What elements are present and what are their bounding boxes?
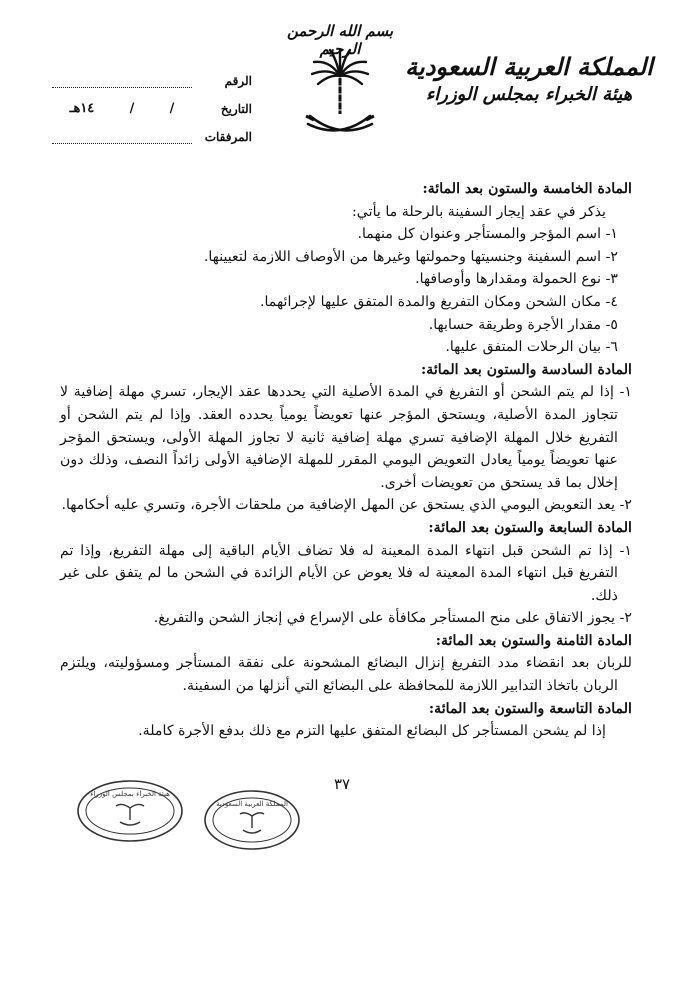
- article-heading: المادة الخامسة والستون بعد المائة:: [422, 181, 632, 197]
- reference-label: الرقم: [224, 74, 252, 88]
- article-intro: يذكر في عقد إيجار السفينة بالرحلة ما يأتي:: [352, 203, 606, 220]
- authority-seal-icon: [75, 778, 185, 844]
- country-name: المملكة العربية السعودية: [405, 52, 653, 81]
- authority-name: هيئة الخبراء بمجلس الوزراء: [425, 84, 633, 105]
- list-item: ٦- بيان الرحلات المتفق عليها.: [445, 339, 618, 356]
- article-heading: المادة السادسة والستون بعد المائة:: [421, 361, 632, 378]
- article-heading: المادة التاسعة والستون بعد المائة:: [428, 700, 632, 717]
- list-item: ٢- اسم السفينة وجنسيتها وحمولتها وغيرها من الأوصاف اللازمة لتعيينها.: [203, 248, 618, 265]
- seal-text: هيئة الخبراء بمجلس الوزراء: [90, 790, 170, 798]
- article-text: إذا لم يشحن المستأجر كل البضائع المتفق عليها التزم مع ذلك بدفع الأجرة كاملة.: [138, 723, 606, 740]
- article-text: للربان بعد انقضاء مدد التفريغ إنزال البضائع المشحونة على نفقة المستأجر ومسؤوليته، ويلتزم الربان باتخاذ التدابير اللازمة للمحافظة على البضائع التي أنزلها من السفينة.: [60, 655, 632, 695]
- list-item: ٢- يجوز الاتفاق على منح المستأجر مكافأة على الإسراع في إنجاز الشحن والتفريغ.: [153, 610, 632, 627]
- date-fields: [52, 101, 192, 116]
- hijri-year-suffix: ١٤هـ: [69, 101, 95, 116]
- attachments-line: [52, 129, 192, 144]
- list-item: ٥- مقدار الأجرة وطريقة حسابها.: [428, 316, 618, 333]
- reference-row: [52, 60, 252, 88]
- list-item: ١- إذا لم يتم الشحن أو التفريغ في المدة الأصلية التي يحددها عقد الإيجار، تسري مهلة إضافية لا تتجاوز المدة الأصلية، ويستحق المؤجر عنها تعويضاً يومياً يحدده العقد. وإذا لم يتم الشحن أو التفريغ خلال المهلة الإضافية تسري مهلة إضافية ثانية لا تجاوز المهلة الأولى، ويستحق المؤجر عنها تعويضاً يومياً يعادل التعويض اليومي المقرر للمهلة الإضافية الأولى زائداً النصف، وذلك دون إخلال بما قد يستحق من تعويضات أخرى.: [60, 384, 632, 491]
- date-label: التاريخ: [220, 102, 252, 116]
- article-heading: المادة السابعة والستون بعد المائة:: [428, 519, 632, 536]
- date-separator: /: [129, 101, 135, 116]
- reference-block: [52, 60, 252, 144]
- article-heading: المادة الثامنة والستون بعد المائة:: [435, 632, 632, 649]
- date-row: [52, 88, 252, 116]
- list-item: ٤- مكان الشحن ومكان التفريغ والمدة المتفق عليها لإجرائهما.: [259, 293, 618, 310]
- basmala: بسم الله الرحمن الرحيم: [286, 22, 394, 58]
- authority-letterhead: [394, 52, 664, 108]
- attachments-row: [52, 116, 252, 144]
- date-separator: /: [169, 101, 175, 116]
- list-item: ٣- نوع الحمولة ومقدارها وأوصافها.: [415, 271, 618, 288]
- list-item: ١- إذا تم الشحن قبل انتهاء المدة المعينة له فلا تضاف الأيام الباقية إلى مهلة التفريغ، وإذا تم التفريغ قبل انتهاء المدة المعينة له فلا يعوض عن الأيام الزائدة في الشحن ما لم يتفق على غير ذلك.: [60, 542, 632, 604]
- list-item: ٢- يعد التعويض اليومي الذي يستحق عن المهل الإضافية من ملحقات الأجرة، وتسري عليه أحكامها.: [61, 497, 632, 514]
- list-item: ١- اسم المؤجر والمستأجر وعنوان كل منهما.: [357, 226, 618, 243]
- reference-line: [52, 73, 192, 88]
- kingdom-seal-icon: [202, 788, 302, 852]
- saudi-emblem-icon: [300, 44, 380, 140]
- attachments-label: المرفقات: [204, 130, 252, 144]
- document-body: [60, 178, 632, 743]
- seal-text: المملكة العربية السعودية: [216, 800, 288, 808]
- page-number: ٣٧: [333, 775, 351, 793]
